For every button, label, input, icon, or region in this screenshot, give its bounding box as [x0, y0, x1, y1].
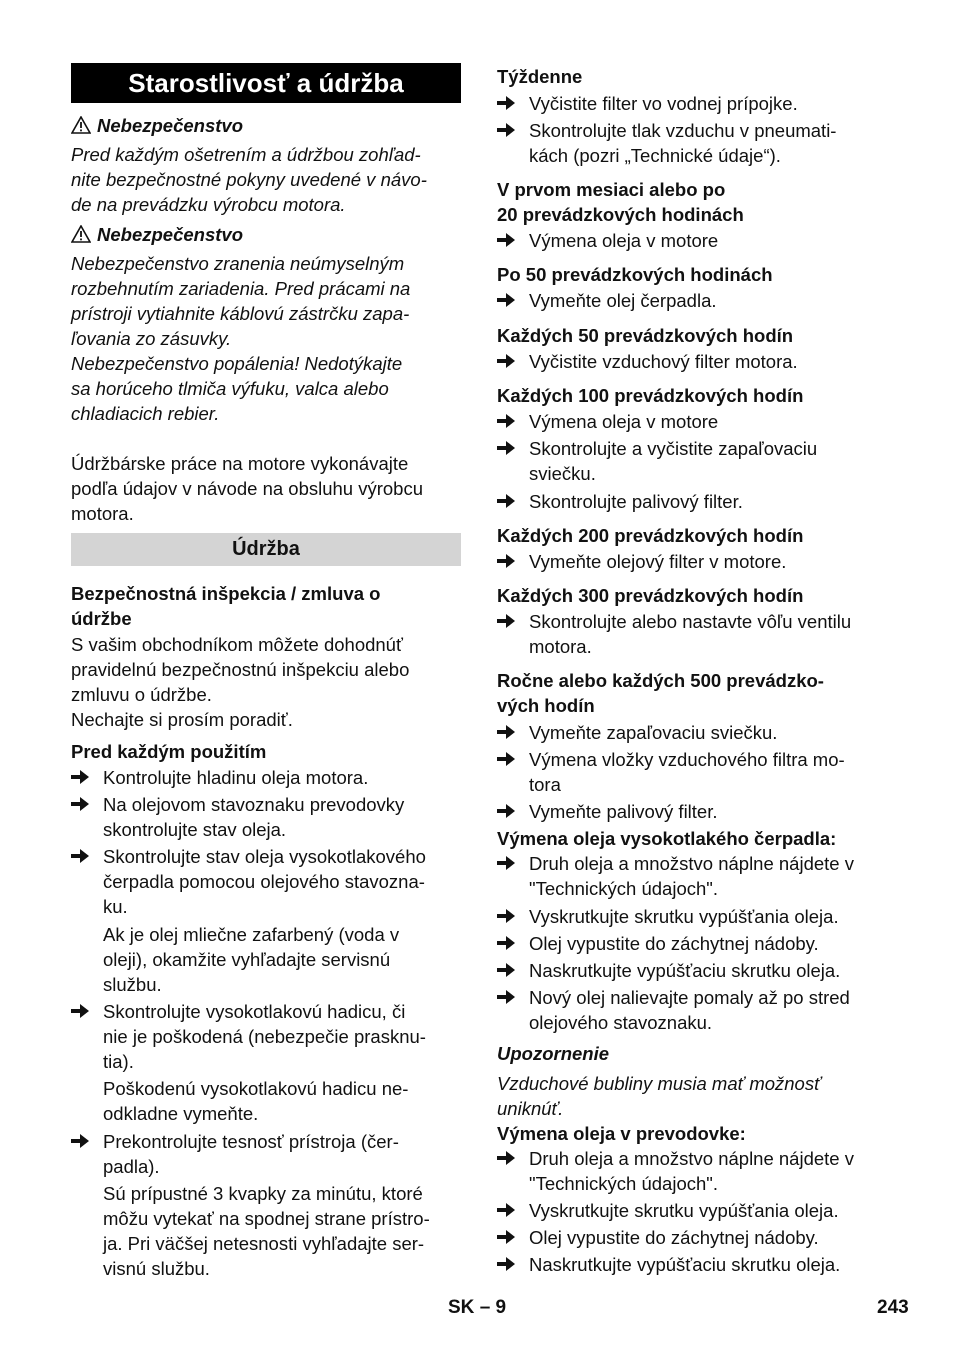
every200-heading: Každých 200 prevádzkových hodín	[497, 525, 804, 546]
list-item: Kontrolujte hladinu oleja motora.	[103, 767, 369, 788]
page-number: 243	[877, 1297, 909, 1318]
danger-text-2: Nebezpečenstvo zranenia neúmyselným	[71, 253, 405, 274]
list-note: Ak je olej mliečne zafarbený (voda v	[103, 924, 400, 945]
list-item: Naskrutkujte vypúšťaciu skrutku oleja.	[529, 1254, 841, 1275]
danger-heading-2: Nebezpečenstvo	[71, 222, 243, 247]
list-note: odkladne vymeňte.	[103, 1103, 259, 1124]
danger-text-2: chladiacich rebier.	[71, 403, 220, 424]
list-item: Skontrolujte stav oleja vysokotlakového	[103, 846, 426, 867]
danger-text-1: Pred každým ošetrením a údržbou zohľad-	[71, 144, 421, 165]
arrow-icon	[71, 765, 91, 790]
intro-text: podľa údajov v návode na obsluhu výrobcu	[71, 478, 424, 499]
arrow-icon	[497, 747, 517, 772]
list-item: Skontrolujte alebo nastavte vôľu ventilu	[529, 611, 852, 632]
list-item: Skontrolujte tlak vzduchu v pneumati-	[529, 120, 837, 141]
list-item: čerpadla pomocou olejového stavozna-	[103, 871, 425, 892]
weekly-heading: Týždenne	[497, 66, 583, 87]
intro-text: Údržbárske práce na motore vykonávajte	[71, 453, 409, 474]
list-item: Olej vypustite do záchytnej nádoby.	[529, 933, 819, 954]
danger-text-2: sa horúceho tlmiča výfuku, valca alebo	[71, 378, 389, 399]
inspection-text: Nechajte si prosím poradiť.	[71, 709, 293, 730]
list-item: olejového stavoznaku.	[529, 1012, 713, 1033]
danger-text-1: de na prevádzku výrobcu motora.	[71, 194, 346, 215]
list-item: Olej vypustite do záchytnej nádoby.	[529, 1227, 819, 1248]
list-note: oleji), okamžite vyhľadajte servisnú	[103, 949, 391, 970]
footer-section-page: – 9	[479, 1297, 507, 1318]
arrow-icon	[497, 549, 517, 574]
list-item: Skontrolujte a vyčistite zapaľovaciu	[529, 438, 818, 459]
before-use-heading: Pred každým použitím	[71, 741, 267, 762]
list-item: Výmena vložky vzduchového filtra mo-	[529, 749, 845, 770]
list-item: Vymeňte olejový filter v motore.	[529, 551, 787, 572]
list-item: Výmena oleja v motore	[529, 411, 719, 432]
danger-text-2: rozbehnutím zariadenia. Pred prácami na	[71, 278, 411, 299]
arrow-icon	[497, 228, 517, 253]
list-item: nie je poškodená (nebezpečie prasknu-	[103, 1026, 426, 1047]
list-note: Poškodenú vysokotlakovú hadicu ne-	[103, 1078, 409, 1099]
list-item: "Technických údajoch".	[529, 1173, 718, 1194]
list-item: Vyčistite vzduchový filter motora.	[529, 351, 798, 372]
hp-oil-heading: Výmena oleja vysokotlakého čerpadla:	[497, 828, 837, 849]
list-item: motora.	[529, 636, 592, 657]
list-item: Vymeňte palivový filter.	[529, 801, 718, 822]
list-item: Na olejovom stavoznaku prevodovky	[103, 794, 405, 815]
arrow-icon	[497, 1146, 517, 1171]
arrow-icon	[497, 288, 517, 313]
page-title: Starostlivosť a údržba	[71, 63, 461, 103]
every100-heading: Každých 100 prevádzkových hodín	[497, 385, 804, 406]
arrow-icon	[497, 118, 517, 143]
list-item: Vyskrutkujte skrutku vypúšťania oleja.	[529, 1200, 839, 1221]
after50-heading: Po 50 prevádzkových hodinách	[497, 264, 773, 285]
arrow-icon	[497, 489, 517, 514]
footer-section-label: SK	[448, 1297, 475, 1318]
inspection-heading: údržbe	[71, 608, 132, 629]
arrow-icon	[497, 1252, 517, 1277]
list-item: Vymeňte olej čerpadla.	[529, 290, 717, 311]
inspection-text: S vašim obchodníkom môžete dohodnúť	[71, 634, 403, 655]
every300-heading: Každých 300 prevádzkových hodín	[497, 585, 804, 606]
list-item: sviečku.	[529, 463, 596, 484]
arrow-icon	[71, 999, 91, 1024]
list-item: padla).	[103, 1156, 160, 1177]
warning-triangle-icon	[71, 116, 91, 134]
list-item: tora	[529, 774, 561, 795]
note-text: uniknúť.	[497, 1098, 564, 1119]
arrow-icon	[71, 844, 91, 869]
list-item: Vyskrutkujte skrutku vypúšťania oleja.	[529, 906, 839, 927]
list-item: kách (pozri „Technické údaje“).	[529, 145, 781, 166]
list-item: Vyčistite filter vo vodnej prípojke.	[529, 93, 798, 114]
list-item: Druh oleja a množstvo náplne nájdete v	[529, 853, 854, 874]
list-item: Druh oleja a množstvo náplne nájdete v	[529, 1148, 854, 1169]
intro-text: motora.	[71, 503, 134, 524]
arrow-icon	[497, 91, 517, 116]
list-item: Výmena oleja v motore	[529, 230, 719, 251]
arrow-icon	[497, 851, 517, 876]
note-text: Vzduchové bubliny musia mať možnosť	[497, 1073, 821, 1094]
list-item: skontrolujte stav oleja.	[103, 819, 287, 840]
yearly-heading: Ročne alebo každých 500 prevádzko-	[497, 670, 824, 691]
list-note: ja. Pri väčšej netesnosti vyhľadajte ser-	[103, 1233, 425, 1254]
arrow-icon	[497, 349, 517, 374]
arrow-icon	[497, 436, 517, 461]
section-heading-udrzba: Údržba	[71, 533, 461, 566]
first-month-heading: V prvom mesiaci alebo po	[497, 179, 726, 200]
list-note: službu.	[103, 974, 162, 995]
list-item: Vymeňte zapaľovaciu sviečku.	[529, 722, 778, 743]
first-month-heading: 20 prevádzkových hodinách	[497, 204, 744, 225]
danger-text-2: Nebezpečenstvo popálenia! Nedotýkajte	[71, 353, 403, 374]
arrow-icon	[497, 1225, 517, 1250]
list-item: ku.	[103, 896, 128, 917]
arrow-icon	[497, 931, 517, 956]
danger-text-2: ľovania zo zásuvky.	[71, 328, 232, 349]
list-note: Sú prípustné 3 kvapky za minútu, ktoré	[103, 1183, 423, 1204]
list-item: tia).	[103, 1051, 134, 1072]
yearly-heading: vých hodín	[497, 695, 595, 716]
gear-oil-heading: Výmena oleja v prevodovke:	[497, 1123, 746, 1144]
arrow-icon	[497, 985, 517, 1010]
list-item: Prekontrolujte tesnosť prístroja (čer-	[103, 1131, 399, 1152]
list-item: "Technických údajoch".	[529, 878, 718, 899]
list-item: Skontrolujte palivový filter.	[529, 491, 743, 512]
arrow-icon	[497, 609, 517, 634]
arrow-icon	[497, 409, 517, 434]
arrow-icon	[497, 904, 517, 929]
arrow-icon	[497, 1198, 517, 1223]
arrow-icon	[497, 799, 517, 824]
inspection-text: zmluvu o údržbe.	[71, 684, 212, 705]
list-note: môžu vytekať na spodnej strane prístro-	[103, 1208, 430, 1229]
arrow-icon	[497, 720, 517, 745]
inspection-heading: Bezpečnostná inšpekcia / zmluva o	[71, 583, 381, 604]
inspection-text: pravidelnú bezpečnostnú inšpekciu alebo	[71, 659, 410, 680]
arrow-icon	[497, 958, 517, 983]
danger-text-1: nite bezpečnostné pokyny uvedené v návo-	[71, 169, 427, 190]
arrow-icon	[71, 1129, 91, 1154]
note-heading: Upozornenie	[497, 1043, 610, 1064]
list-item: Naskrutkujte vypúšťaciu skrutku oleja.	[529, 960, 841, 981]
list-note: visnú službu.	[103, 1258, 210, 1279]
list-item: Nový olej nalievajte pomaly až po stred	[529, 987, 850, 1008]
warning-triangle-icon	[71, 225, 91, 243]
arrow-icon	[71, 792, 91, 817]
every50-heading: Každých 50 prevádzkových hodín	[497, 325, 794, 346]
danger-text-2: prístroji vytiahnite káblovú zástrčku zapa-	[71, 303, 410, 324]
list-item: Skontrolujte vysokotlakovú hadicu, či	[103, 1001, 406, 1022]
footer-section	[448, 1297, 506, 1319]
danger-heading-1: Nebezpečenstvo	[71, 113, 243, 138]
